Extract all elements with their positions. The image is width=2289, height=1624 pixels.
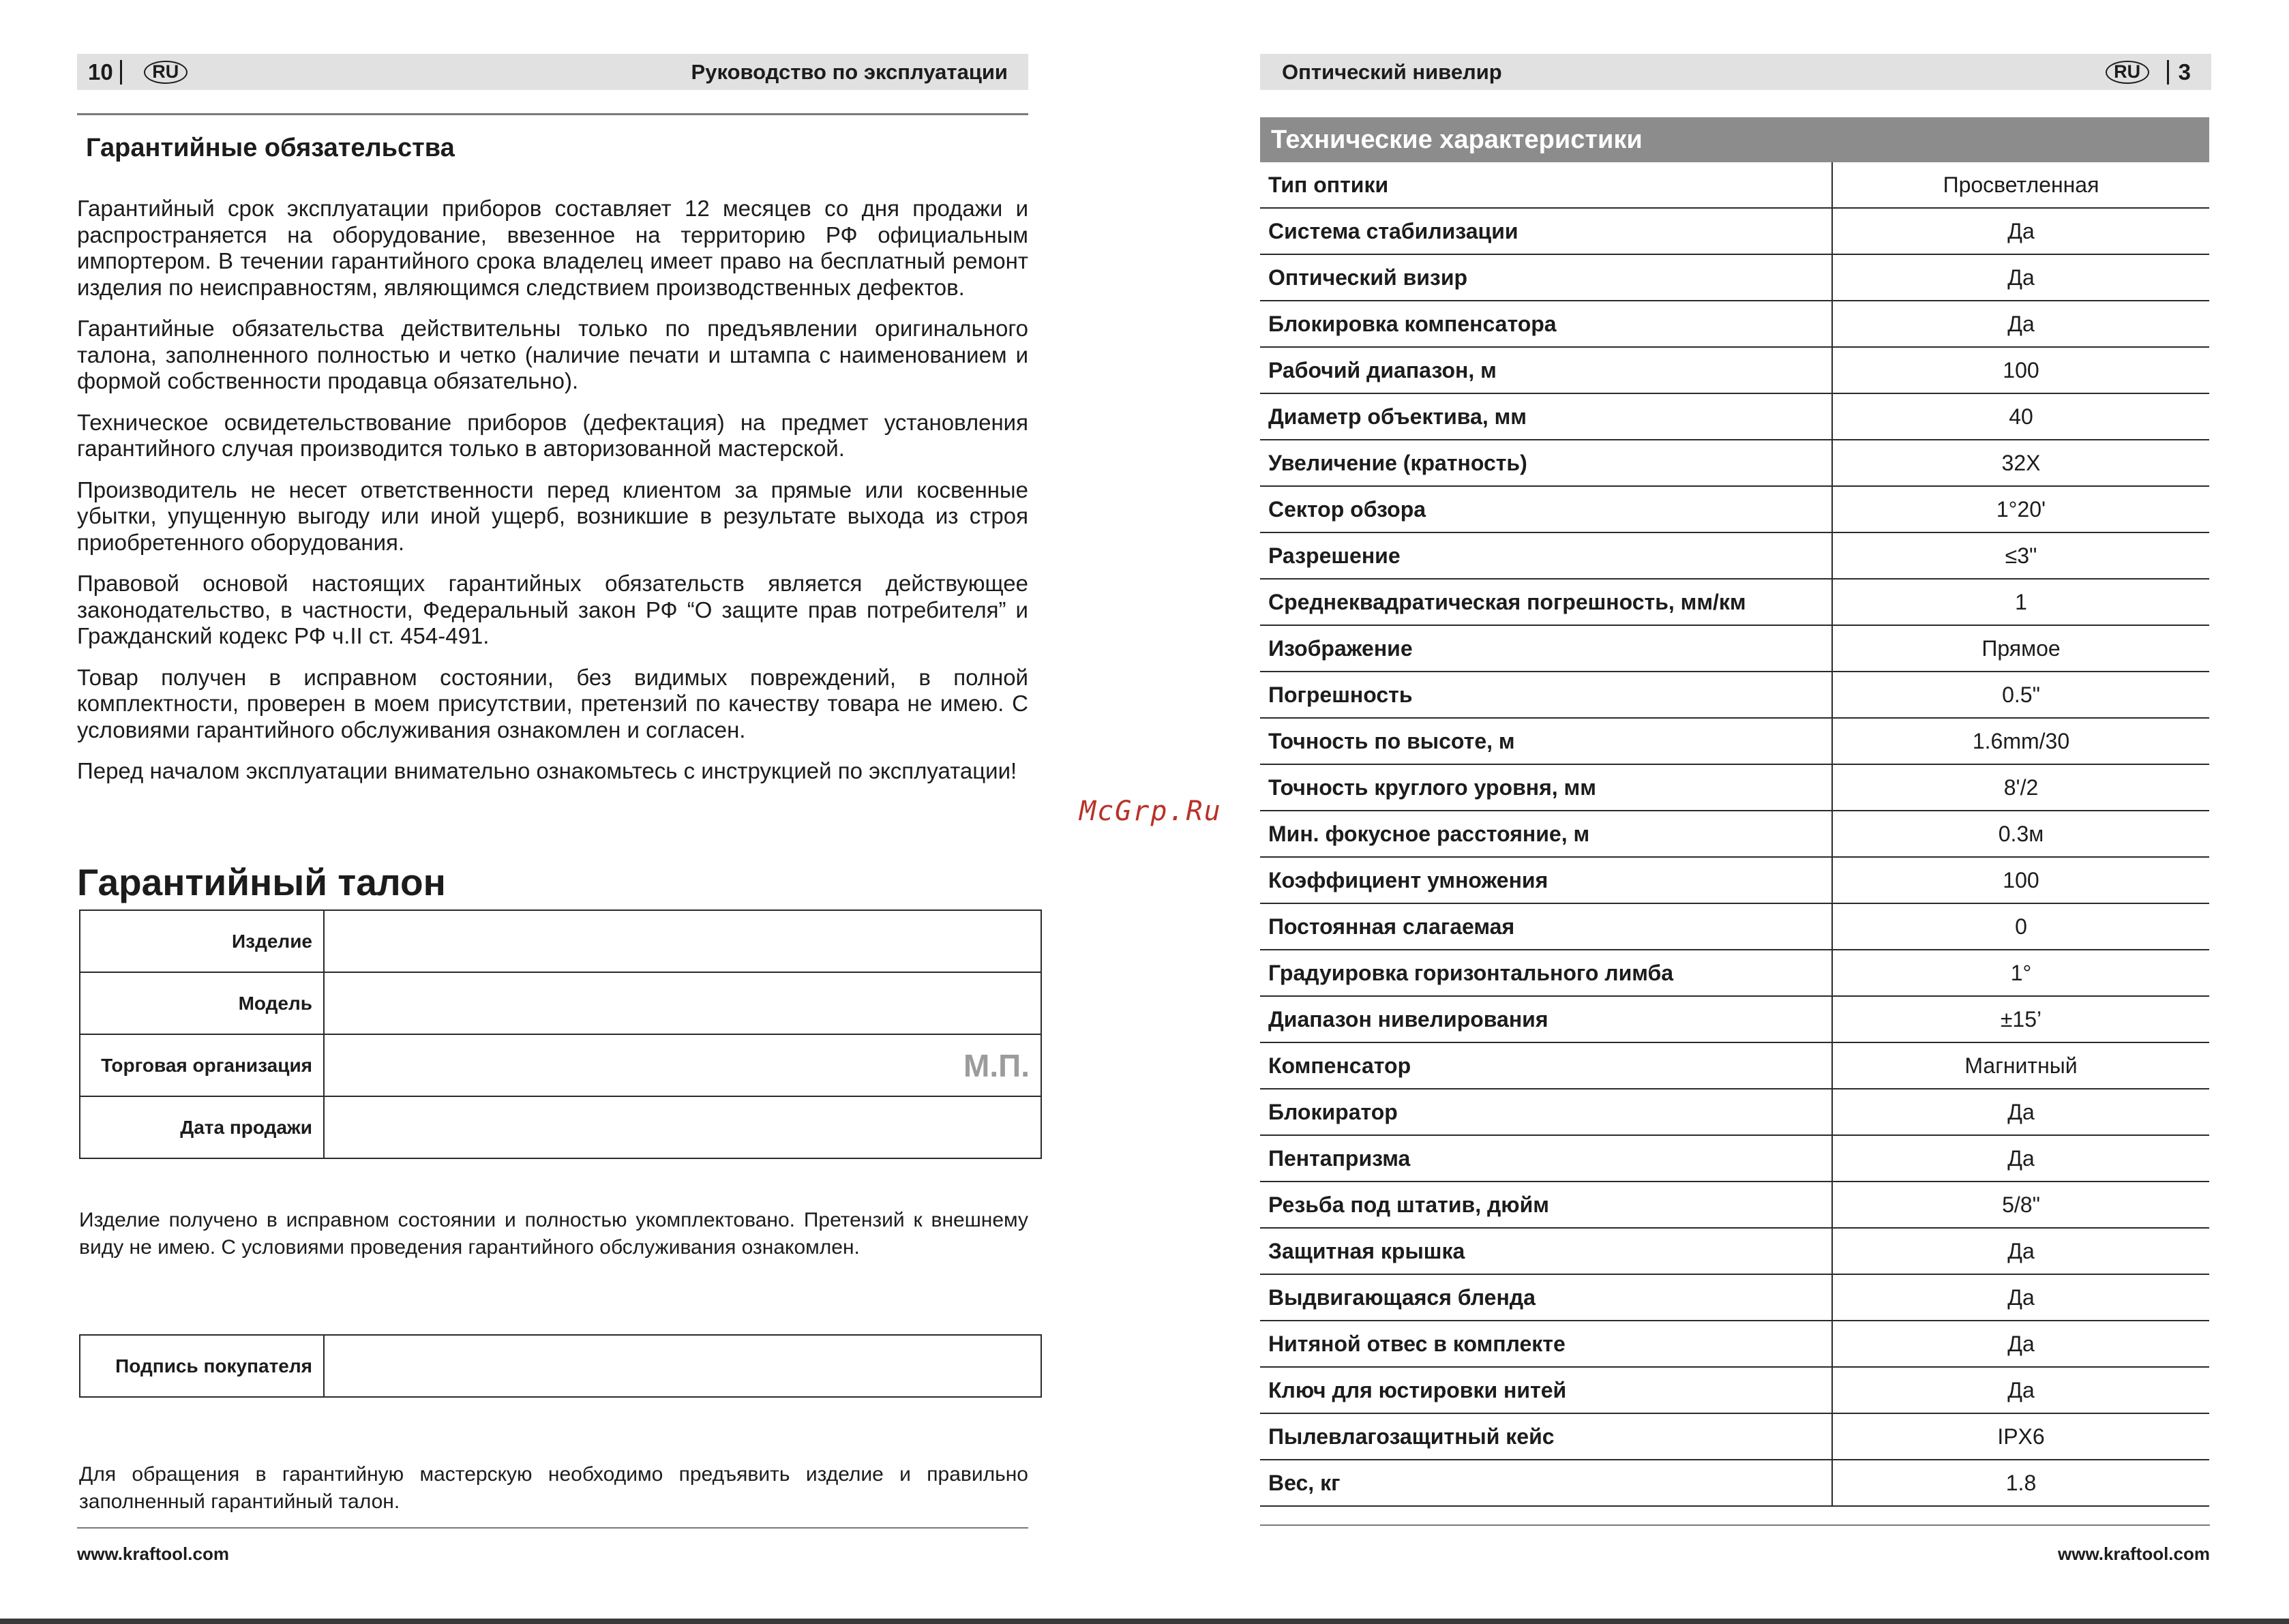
received-note: Изделие получено в исправном состоянии и полностью укомплектовано. Претензий к внешнему виду не имею. С условиями проведения гарантийного обслуживания ознакомлен.: [79, 1209, 1028, 1259]
spec-name: Блокировка компенсатора: [1260, 301, 1832, 347]
spec-row: [1260, 208, 2209, 254]
spec-value: 0: [1832, 903, 2209, 950]
spec-row: [1260, 393, 2209, 440]
language-badge: RU: [144, 61, 188, 84]
model-field[interactable]: [324, 972, 1041, 1034]
spec-name: Сектор обзора: [1260, 486, 1832, 532]
spec-value: Да: [1832, 301, 2209, 347]
spec-name: Увеличение (кратность): [1260, 440, 1832, 486]
left-footer-url[interactable]: www.kraftool.com: [77, 1544, 229, 1564]
spec-row: [1260, 1413, 2209, 1460]
spec-value: Да: [1832, 1228, 2209, 1274]
spec-name: Разрешение: [1260, 532, 1832, 579]
right-footer-url[interactable]: www.kraftool.com: [2058, 1544, 2210, 1564]
spec-name: Точность круглого уровня, мм: [1260, 764, 1832, 811]
right-header-bar: [1260, 54, 2211, 90]
spec-value: Да: [1832, 208, 2209, 254]
spec-row: [1260, 254, 2209, 301]
stamp-placeholder: М.П.: [963, 1047, 1030, 1083]
store-field[interactable]: [324, 1034, 1041, 1096]
coupon-row-store: [80, 1034, 1041, 1096]
spec-row: [1260, 718, 2209, 764]
left-header-title: Руководство по эксплуатации: [691, 59, 1008, 84]
spec-name: Система стабилизации: [1260, 208, 1832, 254]
spec-row: [1260, 625, 2209, 672]
coupon-row-sale-date: [80, 1096, 1041, 1158]
spec-value: Магнитный: [1832, 1042, 2209, 1089]
spec-row: [1260, 903, 2209, 950]
spec-name: Коэффициент умножения: [1260, 857, 1832, 903]
signature-form: [79, 1334, 1042, 1398]
sale-date-field[interactable]: [324, 1096, 1041, 1158]
warranty-terms: [77, 196, 1028, 800]
left-header-bar: [77, 54, 1028, 90]
spec-row: [1260, 579, 2209, 625]
spec-value: ±15’: [1832, 996, 2209, 1042]
spec-name: Мин. фокусное расстояние, м: [1260, 811, 1832, 857]
spec-name: Рабочий диапазон, м: [1260, 347, 1832, 393]
spec-row: [1260, 486, 2209, 532]
spec-name: Диапазон нивелирования: [1260, 996, 1832, 1042]
spec-row: [1260, 1089, 2209, 1135]
spec-name: Ключ для юстировки нитей: [1260, 1367, 1832, 1413]
spec-name: Пылевлагозащитный кейс: [1260, 1413, 1832, 1460]
spec-row: [1260, 440, 2209, 486]
spec-name: Вес, кг: [1260, 1460, 1832, 1506]
spec-value: 40: [1832, 393, 2209, 440]
spec-name: Пентапризма: [1260, 1135, 1832, 1182]
spec-value: 100: [1832, 857, 2209, 903]
model-label: Модель: [80, 972, 324, 1034]
signature-field[interactable]: [324, 1335, 1041, 1397]
spec-value: IPX6: [1832, 1413, 2209, 1460]
spec-row: [1260, 672, 2209, 718]
spec-value: Да: [1832, 1135, 2209, 1182]
spec-value: 0.5": [1832, 672, 2209, 718]
spec-name: Резьба под штатив, дюйм: [1260, 1182, 1832, 1228]
footer-rule: [1260, 1524, 2210, 1526]
warranty-paragraph: Гарантийный срок эксплуатации приборов составляет 12 месяцев со дня продажи и распространяется на оборудование, ввезенное на территорию РФ официальным импортером. В течении гарантийного срока владелец имеет право на бесплатный ремонт изделия по неисправностям, являющимся следствием производственных дефектов.: [77, 196, 1028, 300]
spec-name: Постоянная слагаемая: [1260, 903, 1832, 950]
spec-name: Нитяной отвес в комплекте: [1260, 1321, 1832, 1367]
warranty-paragraph: Перед началом эксплуатации внимательно ознакомьтесь с инструкцией по эксплуатации!: [77, 758, 1017, 783]
bottom-edge: [0, 1619, 2289, 1624]
spec-row: [1260, 1274, 2209, 1321]
warranty-paragraph: Гарантийные обязательства действительны только по предъявлении оригинального талона, заполненного полностью и четко (наличие печати и штампа с наименованием и формой собственности продавца обязательно).: [77, 316, 1028, 393]
spec-row: [1260, 857, 2209, 903]
spec-value: Да: [1832, 1089, 2209, 1135]
spec-row: [1260, 811, 2209, 857]
spec-value: Да: [1832, 254, 2209, 301]
spec-row: [1260, 950, 2209, 996]
spec-row: [1260, 1460, 2209, 1506]
header-separator: [120, 60, 122, 85]
sale-date-label: Дата продажи: [80, 1096, 324, 1158]
watermark: McGrp.Ru: [1079, 796, 1222, 827]
spec-name: Градуировка горизонтального лимба: [1260, 950, 1832, 996]
spec-value: 1.8: [1832, 1460, 2209, 1506]
right-header-title: Оптический нивелир: [1282, 59, 1502, 84]
spec-name: Выдвигающаяся бленда: [1260, 1274, 1832, 1321]
spec-name: Блокиратор: [1260, 1089, 1832, 1135]
spec-row: [1260, 764, 2209, 811]
store-label: Торговая организация: [80, 1034, 324, 1096]
spec-value: Да: [1832, 1321, 2209, 1367]
spec-value: Да: [1832, 1367, 2209, 1413]
spec-value: 1°20': [1832, 486, 2209, 532]
spec-row: [1260, 1228, 2209, 1274]
spec-name: Оптический визир: [1260, 254, 1832, 301]
coupon-form: [79, 909, 1042, 1159]
spec-name: Погрешность: [1260, 672, 1832, 718]
spec-value: 0.3м: [1832, 811, 2209, 857]
spec-row: [1260, 532, 2209, 579]
header-separator: [2167, 60, 2169, 85]
spec-name: Точность по высоте, м: [1260, 718, 1832, 764]
spec-name: Защитная крышка: [1260, 1228, 1832, 1274]
spec-row: [1260, 162, 2209, 208]
spec-row: [1260, 301, 2209, 347]
spec-value: Да: [1832, 1274, 2209, 1321]
left-page-number: 10: [88, 59, 113, 85]
product-field[interactable]: [324, 910, 1041, 972]
warranty-paragraph: Товар получен в исправном состоянии, без видимых повреждений, в полной комплектности, проверен в моем присутствии, претензий по качеству товара не имею. С условиями гарантийного обслуживания ознакомлен и согласен.: [77, 664, 1028, 742]
spec-row: [1260, 347, 2209, 393]
spec-value: Прямое: [1832, 625, 2209, 672]
specs-table: [1260, 162, 2209, 1507]
service-note: Для обращения в гарантийную мастерскую необходимо предъявить изделие и правильно заполненный гарантийный талон.: [79, 1463, 1028, 1513]
signature-label: Подпись покупателя: [80, 1335, 324, 1397]
warranty-paragraph: Производитель не несет ответственности перед клиентом за прямые или косвенные убытки, упущенную выгоду или иной ущерб, возникшие в результате выхода из строя приобретенного оборудования.: [77, 477, 1028, 555]
product-label: Изделие: [80, 910, 324, 972]
spec-name: Компенсатор: [1260, 1042, 1832, 1089]
warranty-coupon-title: Гарантийный талон: [77, 861, 446, 903]
spec-name: Изображение: [1260, 625, 1832, 672]
signature-row: [80, 1335, 1041, 1397]
specs-title: Технические характеристики: [1260, 117, 2209, 162]
left-page: [0, 0, 1091, 1624]
spec-value: 32X: [1832, 440, 2209, 486]
header-rule: [77, 113, 1028, 115]
spec-value: 1.6mm/30: [1832, 718, 2209, 764]
footer-rule: [77, 1527, 1028, 1529]
spec-value: 8'/2: [1832, 764, 2209, 811]
spec-name: Диаметр объектива, мм: [1260, 393, 1832, 440]
warranty-paragraph: Техническое освидетельствование приборов (дефектация) на предмет установления гарантийного случая производится только в авторизованной мастерской.: [77, 409, 1028, 461]
spec-value: Просветленная: [1832, 162, 2209, 208]
spec-value: 1°: [1832, 950, 2209, 996]
right-page-number: 3: [2178, 59, 2191, 85]
spec-name: Среднеквадратическая погрешность, мм/км: [1260, 579, 1832, 625]
specifications-block: [1260, 117, 2209, 1507]
coupon-row-product: [80, 910, 1041, 972]
spec-value: 5/8": [1832, 1182, 2209, 1228]
language-badge: RU: [2106, 61, 2149, 84]
spec-row: [1260, 1135, 2209, 1182]
spec-row: [1260, 1042, 2209, 1089]
spec-row: [1260, 1367, 2209, 1413]
spec-value: 100: [1832, 347, 2209, 393]
spec-value: ≤3": [1832, 532, 2209, 579]
spec-row: [1260, 1182, 2209, 1228]
coupon-row-model: [80, 972, 1041, 1034]
spec-row: [1260, 1321, 2209, 1367]
spec-name: Тип оптики: [1260, 162, 1832, 208]
warranty-paragraph: Правовой основой настоящих гарантийных обязательств является действующее законодательство, в частности, Федеральный закон РФ “О защите прав потребителя” и Гражданский кодекс РФ ч.II ст. 454-491.: [77, 571, 1028, 648]
warranty-section-title: Гарантийные обязательства: [86, 134, 455, 162]
spec-value: 1: [1832, 579, 2209, 625]
spec-row: [1260, 996, 2209, 1042]
specs-table-body: [1260, 162, 2209, 1506]
